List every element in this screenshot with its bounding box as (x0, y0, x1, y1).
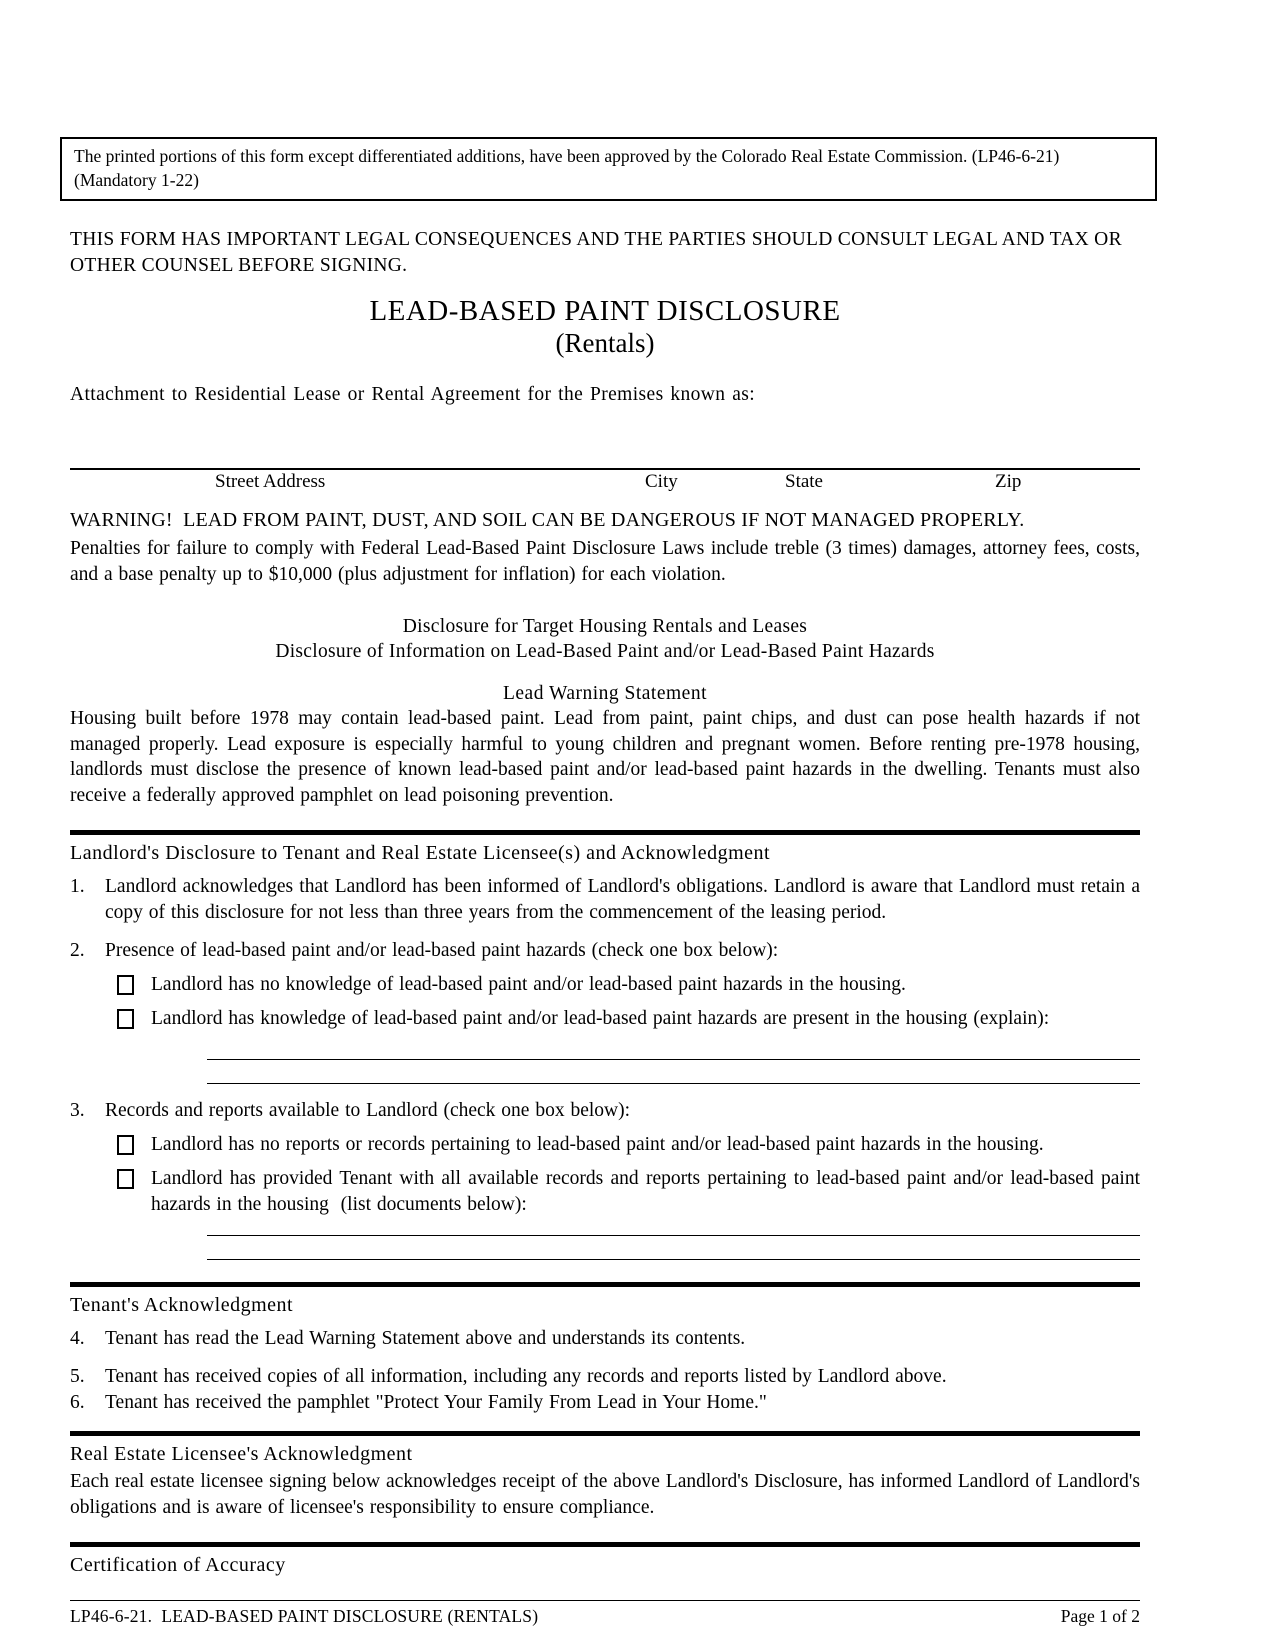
approval-line-1: The printed portions of this form except differentiated additions, have been approved by the Colorado Real Estate Commission. (LP46-6-21) (74, 146, 1060, 166)
landlord-item-1 (70, 874, 1140, 926)
no-reports-checkbox-row (117, 1132, 1140, 1158)
zip-label: Zip (995, 471, 1022, 492)
attachment-lead-in: Attachment to Residential Lease or Rental Agreement for the Premises known as: (70, 384, 756, 405)
no-knowledge-checkbox[interactable] (117, 975, 134, 995)
form-subtitle: (Rentals) (555, 328, 655, 358)
item-text: Records and reports available to Landlord (check one box below): (105, 1100, 631, 1121)
checkbox-label: Landlord has provided Tenant with all available records and reports pertaining to lead-based paint and/or lead-based paint hazards in the housing (list documents below): (151, 1168, 1146, 1215)
tenant-item-4 (70, 1326, 1140, 1352)
disclosure-heading-1: Disclosure for Target Housing Rentals and Leases (402, 616, 808, 637)
item-number: 4. (70, 1328, 85, 1349)
penalties-paragraph: Penalties for failure to comply with Federal Lead-Based Paint Disclosure Laws include treble (3 times) damages, attorney fees, costs, and a base penalty up to $10,000 (plus adjustment for inflation) for each violation. (70, 538, 1140, 585)
commission-approval-box (60, 137, 1157, 201)
licensee-acknowledgment-body: Each real estate licensee signing below acknowledges receipt of the above Landlord's Disclosure, has informed Landlord of Landlord's obligations and is aware of licensee's responsibility to ensure compliance. (70, 1471, 1140, 1518)
address-field-labels (70, 470, 1140, 494)
lead-warning-headline: WARNING! LEAD FROM PAINT, DUST, AND SOIL CAN BE DANGEROUS IF NOT MANAGED PROPERLY. (70, 509, 1025, 531)
explain-fill-line-1[interactable] (207, 1032, 1140, 1060)
provided-records-checkbox[interactable] (117, 1169, 134, 1189)
footer-rule (70, 1600, 1140, 1601)
disclosure-headings (70, 614, 1140, 664)
lead-warning-statement-heading: Lead Warning Statement (502, 683, 707, 704)
licensee-acknowledgment-heading: Real Estate Licensee's Acknowledgment (70, 1443, 413, 1465)
tenant-item-5 (70, 1364, 1140, 1390)
checkbox-label: Landlord has no knowledge of lead-based paint and/or lead-based paint hazards in the housing. (151, 974, 906, 995)
item-text: Presence of lead-based paint and/or lead-based paint hazards (check one box below): (105, 940, 779, 961)
item-number: 2. (70, 940, 85, 961)
documents-fill-line-1[interactable] (207, 1218, 1140, 1236)
documents-fill-line-2[interactable] (207, 1236, 1140, 1260)
section-divider-bar (70, 1282, 1140, 1287)
no-knowledge-checkbox-row (117, 972, 1140, 998)
city-label: City (645, 471, 678, 492)
item-text: Landlord acknowledges that Landlord has been informed of Landlord's obligations. Landlord is aware that Landlord must retain a copy of this disclosure for not less than three years from the commencement of the leasing period. (105, 876, 1140, 923)
checkbox-label: Landlord has knowledge of lead-based paint and/or lead-based paint hazards are present in the housing (explain): (151, 1008, 1050, 1029)
street-address-label: Street Address (215, 471, 326, 492)
has-knowledge-checkbox-row (117, 1006, 1140, 1032)
item-number: 3. (70, 1100, 85, 1121)
landlord-item-3 (70, 1098, 1140, 1124)
state-label: State (785, 471, 823, 492)
tenant-item-6 (70, 1390, 1140, 1416)
footer-form-id: LP46-6-21. LEAD-BASED PAINT DISCLOSURE (RENTALS) (70, 1606, 539, 1626)
has-knowledge-checkbox[interactable] (117, 1009, 134, 1029)
item-text: Tenant has read the Lead Warning Statement above and understands its contents. (105, 1328, 746, 1349)
footer-page-number: Page 1 of 2 (1060, 1606, 1140, 1626)
certification-heading: Certification of Accuracy (70, 1554, 286, 1576)
item-text: Tenant has received the pamphlet "Protect Your Family From Lead in Your Home." (105, 1392, 767, 1413)
footer (70, 1605, 1140, 1627)
item-text: Tenant has received copies of all information, including any records and reports listed by Landlord above. (105, 1366, 947, 1387)
lead-warning-statement-body: Housing built before 1978 may contain lead-based paint. Lead from paint, paint chips, and dust can pose health hazards if not managed properly. Lead exposure is especially harmful to young children and pregnant women. Before renting pre-1978 housing, landlords must disclose the presence of known lead-based paint and/or lead-based paint hazards in the dwelling. Tenants must also receive a federally approved pamphlet on lead poisoning prevention. (70, 708, 1140, 806)
no-reports-checkbox[interactable] (117, 1135, 134, 1155)
legal-consequences-notice: THIS FORM HAS IMPORTANT LEGAL CONSEQUENCES AND THE PARTIES SHOULD CONSULT LEGAL AND TAX OR OTHER COUNSEL BEFORE SIGNING. (70, 229, 1122, 276)
item-number: 1. (70, 876, 85, 897)
item-number: 5. (70, 1366, 85, 1387)
disclosure-heading-2: Disclosure of Information on Lead-Based Paint and/or Lead-Based Paint Hazards (275, 641, 935, 662)
explain-fill-line-2[interactable] (207, 1060, 1140, 1084)
provided-records-checkbox-row (117, 1166, 1146, 1218)
tenant-acknowledgment-heading: Tenant's Acknowledgment (70, 1294, 294, 1316)
section-divider-bar (70, 1431, 1140, 1436)
form-content (70, 0, 1146, 1627)
form-title: LEAD-BASED PAINT DISCLOSURE (369, 295, 841, 327)
section-divider-bar (70, 830, 1140, 835)
item-number: 6. (70, 1392, 85, 1413)
landlord-item-2 (70, 938, 1140, 964)
landlord-disclosure-heading: Landlord's Disclosure to Tenant and Real Estate Licensee(s) and Acknowledgment (70, 842, 771, 864)
checkbox-label: Landlord has no reports or records pertaining to lead-based paint and/or lead-based paint hazards in the housing. (151, 1134, 1044, 1155)
approval-line-2: (Mandatory 1-22) (74, 170, 199, 190)
section-divider-bar (70, 1542, 1140, 1547)
